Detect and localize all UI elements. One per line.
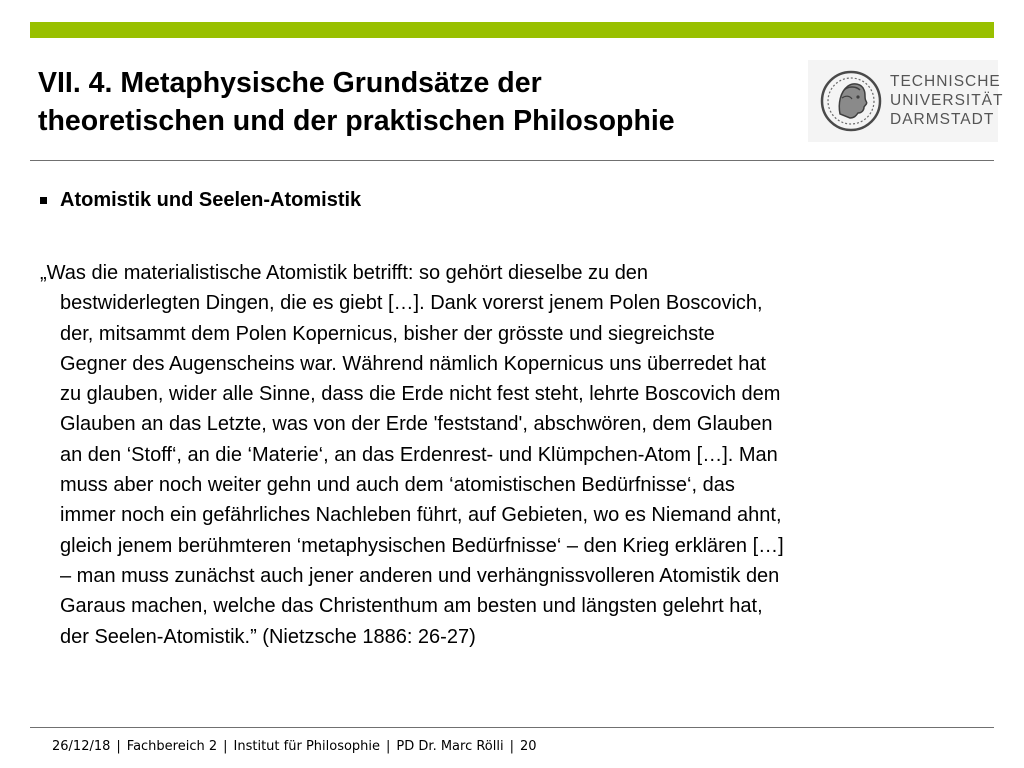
quotation-line: zu glauben, wider alle Sinne, dass die Erde nicht fest steht, lehrte Boscovich dem xyxy=(60,383,781,406)
university-name-line: TECHNISCHE xyxy=(890,73,1001,90)
footer-separator: | xyxy=(116,739,121,754)
footer-institute: Institut für Philosophie xyxy=(233,739,381,754)
footer-date: 26/12/18 xyxy=(52,739,111,754)
slide-title xyxy=(38,64,818,140)
quotation-line: Garaus machen, welche das Christenthum am besten und längsten gelehrt hat, xyxy=(60,595,763,618)
quotation-line: der Seelen-Atomistik.” (Nietzsche 1886: 26-27) xyxy=(60,625,476,648)
slide-title-line: theoretischen und der praktischen Philosophie xyxy=(38,105,675,137)
slide-title-line: VII. 4. Metaphysische Grundsätze der xyxy=(38,67,542,99)
quotation-line: bestwiderlegten Dingen, die es giebt […]. Dank vorerst jenem Polen Boscovich, xyxy=(60,292,763,315)
footer-divider xyxy=(30,727,994,728)
university-name-line: UNIVERSITÄT xyxy=(890,92,1004,109)
university-name-line: DARMSTADT xyxy=(890,111,995,128)
footer-author: PD Dr. Marc Rölli xyxy=(396,739,504,754)
quotation-line: immer noch ein gefährliches Nachleben führt, auf Gebieten, wo es Niemand ahnt, xyxy=(60,504,782,527)
bullet-item xyxy=(40,187,361,213)
footer-separator: | xyxy=(223,739,228,754)
quotation-line: „Was die materialistische Atomistik betrifft: so gehört dieselbe zu den xyxy=(40,262,649,284)
slide-footer xyxy=(52,738,537,756)
bullet-square-icon xyxy=(40,197,47,204)
quotation-line: der, mitsammt dem Polen Kopernicus, bisher der grösste und siegreichste xyxy=(60,322,715,345)
footer-separator: | xyxy=(509,739,514,754)
footer-separator: | xyxy=(386,739,391,754)
quotation xyxy=(40,258,1000,652)
bullet-heading: Atomistik und Seelen-Atomistik xyxy=(60,189,362,211)
footer-page-number: 20 xyxy=(519,739,537,754)
university-name xyxy=(890,72,1003,129)
quotation-line: Glauben an das Letzte, was von der Erde 'feststand', abschwören, dem Glauben xyxy=(60,413,773,436)
header-divider xyxy=(30,160,994,161)
accent-bar xyxy=(30,22,994,38)
quotation-line: gleich jenem berühmteren ‘metaphysischen Bedürfnisse‘ – den Krieg erklären […] xyxy=(60,534,784,557)
footer-department: Fachbereich 2 xyxy=(126,739,218,754)
university-logo xyxy=(808,60,1004,142)
athena-seal-icon xyxy=(820,68,882,134)
quotation-line: – man muss zunächst auch jener anderen und verhängnissvolleren Atomistik den xyxy=(60,564,780,587)
quotation-line: Gegner des Augenscheins war. Während nämlich Kopernicus uns überredet hat xyxy=(60,352,766,375)
quotation-line: muss aber noch weiter gehn und auch dem ‘atomistischen Bedürfnisse‘, das xyxy=(60,474,735,497)
quotation-line: an den ‘Stoff‘, an die ‘Materie‘, an das Erdenrest- und Klümpchen-Atom […]. Man xyxy=(60,443,778,466)
